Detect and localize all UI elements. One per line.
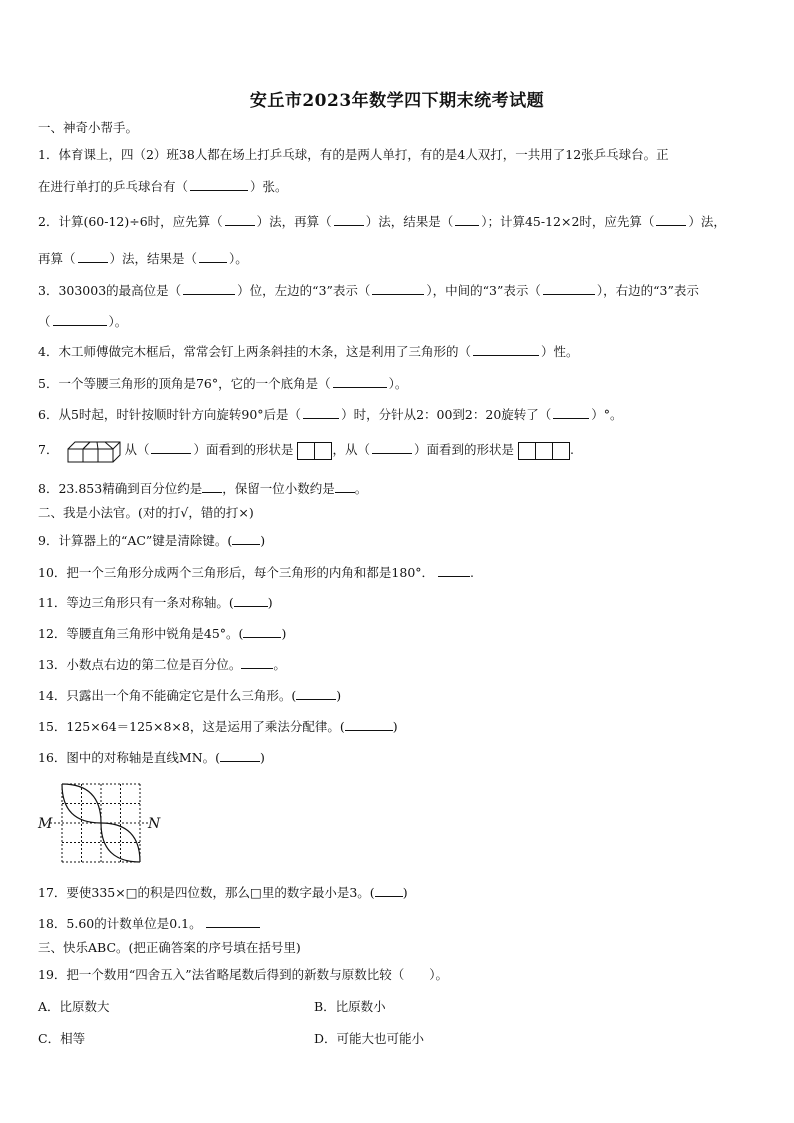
three-square-shape — [518, 442, 570, 460]
question-3-text: 3．303003的最高位是（ — [38, 283, 182, 298]
answer-blank[interactable] — [375, 884, 403, 897]
question-9-text: 9．计算器上的“AC”键是清除键。( — [38, 533, 233, 548]
option-b[interactable]: B．比原数小 — [314, 999, 386, 1014]
question-7-text: ，从（ — [332, 442, 370, 457]
question-10-text: . — [470, 565, 475, 580]
question-13 — [38, 656, 286, 673]
question-7-text: . — [569, 442, 574, 457]
question-3-text: ）位，左边的“3”表示（ — [237, 283, 371, 298]
question-8 — [38, 480, 367, 497]
question-2-text: ）法，再算（ — [256, 214, 332, 229]
answer-blank[interactable] — [220, 749, 260, 762]
answer-blank[interactable] — [206, 915, 260, 928]
answer-blank[interactable] — [241, 656, 273, 669]
question-2-text: ）法，结果是（ — [365, 214, 454, 229]
question-7-text: 从（ — [124, 442, 150, 457]
question-4-text: ）性。 — [540, 344, 579, 359]
label-m: M — [38, 816, 53, 832]
answer-blank[interactable] — [199, 250, 227, 263]
question-2-text: ）法， — [688, 214, 726, 229]
question-18-text: 18．5.60的计数单位是0.1。 — [38, 916, 202, 931]
question-10-text: 10．把一个三角形分成两个三角形后，每个三角形的内角和都是180°． — [38, 565, 435, 580]
answer-blank[interactable] — [345, 718, 393, 731]
answer-blank[interactable] — [225, 213, 255, 226]
question-17-text: 17．要使335×□的积是四位数，那么□里的数字最小是3。( — [38, 885, 375, 900]
question-13-text: 。 — [273, 657, 286, 672]
answer-blank[interactable] — [656, 213, 686, 226]
answer-blank[interactable] — [303, 406, 339, 419]
question-7-text: ）面看到的形状是 — [193, 442, 294, 457]
question-15-text: 15．125×64＝125×8×8，这是运用了乘法分配律。( — [38, 719, 345, 734]
answer-blank[interactable] — [151, 441, 191, 454]
question-9 — [38, 532, 265, 549]
question-15 — [38, 718, 398, 735]
option-a[interactable]: A．比原数大 — [38, 999, 110, 1014]
question-1-line-2 — [38, 178, 288, 195]
answer-blank[interactable] — [78, 250, 108, 263]
answer-blank[interactable] — [335, 480, 355, 493]
question-9-text: ) — [260, 533, 266, 548]
question-17-text: ) — [402, 885, 408, 900]
answer-blank[interactable] — [53, 313, 107, 326]
answer-blank[interactable] — [372, 282, 424, 295]
question-14-text: 14．只露出一个角不能确定它是什么三角形。( — [38, 688, 297, 703]
symmetry-figure — [36, 780, 166, 864]
question-4 — [38, 343, 578, 360]
two-square-shape — [297, 442, 332, 460]
question-3-text: ）。 — [108, 314, 128, 329]
question-12-text: 12．等腰直角三角形中锐角是45°。( — [38, 626, 244, 641]
question-11 — [38, 594, 273, 611]
answer-blank[interactable] — [543, 282, 595, 295]
question-11-text: 11．等边三角形只有一条对称轴。( — [38, 595, 234, 610]
question-2-text: ）法，结果是（ — [109, 251, 198, 266]
question-6-text: ）°。 — [591, 407, 623, 422]
question-8-text: 8．23.853精确到百分位约是 — [38, 481, 203, 496]
answer-blank[interactable] — [183, 282, 235, 295]
question-17 — [38, 884, 408, 901]
answer-blank[interactable] — [455, 213, 479, 226]
question-2-text: 再算（ — [38, 251, 76, 266]
answer-blank[interactable] — [190, 178, 248, 191]
question-2-text: 2．计算(60-12)÷6时，应先算（ — [38, 214, 223, 229]
question-3-line-1 — [38, 282, 699, 299]
grid-figure-svg — [36, 780, 166, 864]
question-16 — [38, 749, 265, 766]
question-3-line-2 — [38, 313, 127, 330]
question-14 — [38, 687, 341, 704]
question-5-text: 5．一个等腰三角形的顶角是76°，它的一个底角是（ — [38, 376, 331, 391]
question-2-line-2 — [38, 250, 248, 267]
answer-blank[interactable] — [234, 594, 268, 607]
question-16-text: 16．图中的对称轴是直线MN。( — [38, 750, 221, 765]
question-12-text: ) — [281, 626, 287, 641]
question-3-text: ），右边的“3”表示 — [596, 283, 699, 298]
question-11-text: ) — [267, 595, 273, 610]
question-8-text: 。 — [354, 481, 368, 496]
section-3-heading: 三、快乐ABC。(把正确答案的序号填在括号里) — [38, 940, 301, 955]
question-8-text: ，保留一位小数约是 — [222, 481, 335, 496]
answer-blank[interactable] — [553, 406, 589, 419]
question-3-text: （ — [38, 314, 51, 329]
question-3-text: ），中间的“3”表示（ — [426, 283, 541, 298]
question-6-text: ）时，分针从2：00到2：20旋转了（ — [341, 407, 552, 422]
question-15-text: ) — [392, 719, 398, 734]
question-1-line-1: 1．体育课上，四（2）班38人都在场上打乒乓球，有的是两人单打，有的是4人双打，一共用了12张乒乓球台。正 — [38, 147, 669, 162]
question-7-number: 7． — [38, 442, 59, 457]
answer-blank[interactable] — [202, 480, 222, 493]
question-12 — [38, 625, 286, 642]
answer-blank[interactable] — [243, 625, 281, 638]
question-6-text: 6．从5时起，时针按顺时针方向旋转90°后是（ — [38, 407, 302, 422]
question-4-text: 4．木工师傅做完木框后，常常会钉上两条斜挂的木条，这是利用了三角形的（ — [38, 344, 471, 359]
answer-blank[interactable] — [232, 532, 260, 545]
question-19-stem: 19．把一个数用“四舍五入”法省略尾数后得到的新数与原数比较（ ）。 — [38, 967, 448, 982]
option-c[interactable]: C．相等 — [38, 1031, 86, 1046]
page-title: 安丘市2023年数学四下期末统考试题 — [249, 91, 545, 111]
question-5-text: ）。 — [388, 376, 408, 391]
answer-blank[interactable] — [296, 687, 336, 700]
answer-blank[interactable] — [334, 213, 364, 226]
question-6 — [38, 406, 623, 423]
question-16-text: ) — [260, 750, 265, 765]
answer-blank[interactable] — [372, 441, 412, 454]
question-2-text: ）。 — [229, 251, 248, 266]
option-d[interactable]: D．可能大也可能小 — [314, 1031, 425, 1046]
answer-blank[interactable] — [438, 564, 470, 577]
cube-figure — [66, 438, 124, 464]
answer-blank[interactable] — [333, 375, 387, 388]
answer-blank[interactable] — [473, 343, 539, 356]
question-1-text-a: 在进行单打的乒乓球台有（ — [38, 179, 189, 194]
question-2-line-1 — [38, 213, 726, 230]
question-2-text: ）；计算45-12×2时，应先算（ — [481, 214, 655, 229]
question-18 — [38, 915, 260, 932]
question-5 — [38, 375, 407, 392]
label-n: N — [148, 816, 161, 832]
question-10 — [38, 564, 474, 581]
question-7-text: ）面看到的形状是 — [413, 442, 514, 457]
section-1-heading: 一、神奇小帮手。 — [38, 120, 139, 135]
section-2-heading: 二、我是小法官。(对的打√，错的打×) — [38, 505, 254, 520]
question-7 — [38, 437, 574, 464]
question-13-text: 13．小数点右边的第二位是百分位。 — [38, 657, 242, 672]
question-14-text: ) — [336, 688, 342, 703]
question-1-text-b: ）张。 — [250, 179, 288, 194]
